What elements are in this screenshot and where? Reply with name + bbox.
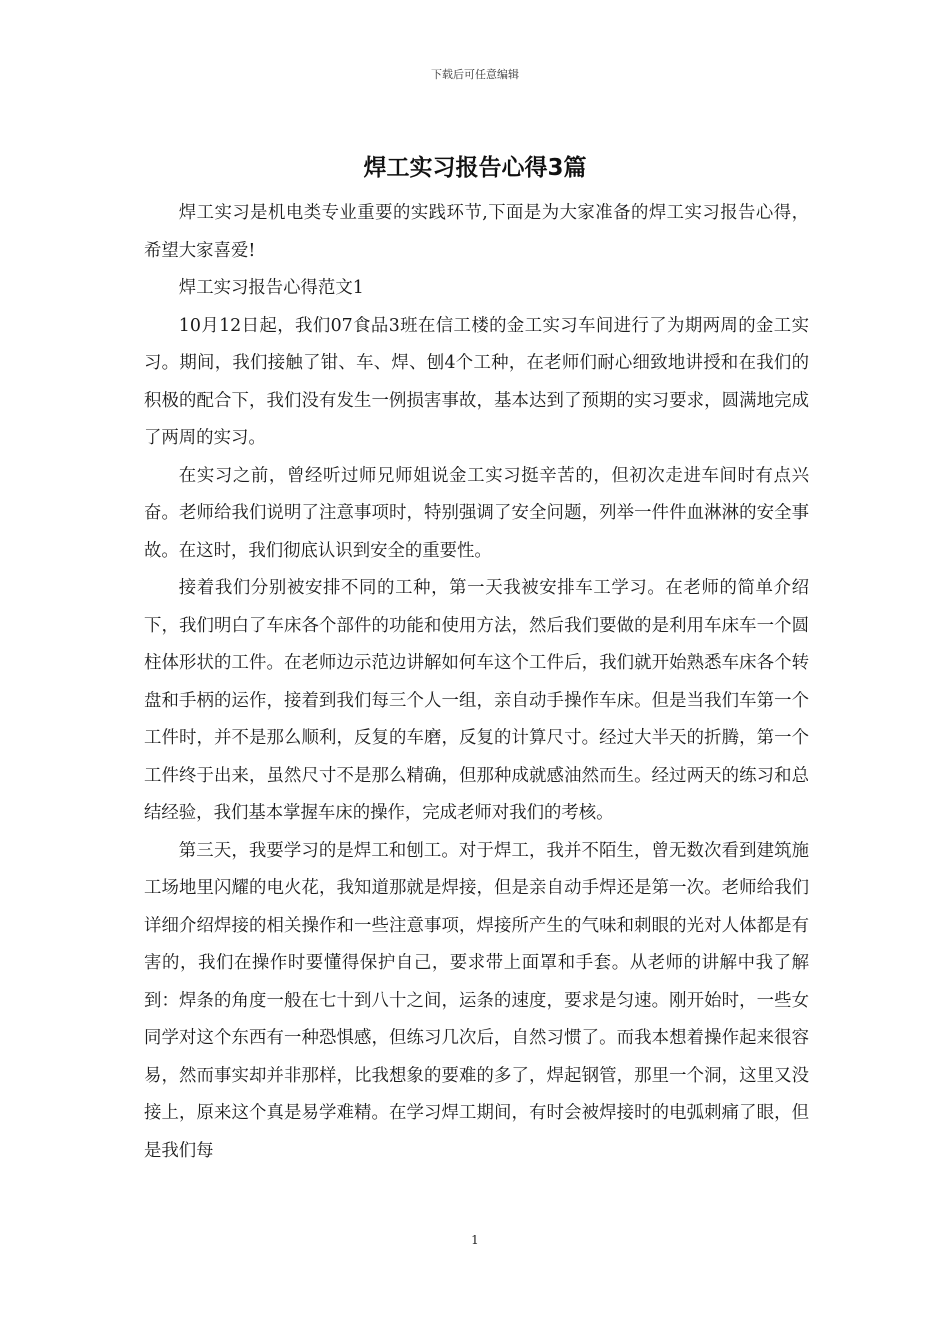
page-number: 1 bbox=[471, 1233, 479, 1247]
paragraph: 接着我们分别被安排不同的工种，第一天我被安排车工学习。在老师的简单介绍下，我们明白了车床各个部件的功能和使用方法，然后我们要做的是利用车床车一个圆柱体形状的工件。在老师边示范边讲解如何车这个工件后，我们就开始熟悉车床各个转盘和手柄的运作，接着到我们每三个人一组，亲自动手操作车床。但是当我们车第一个工件时，并不是那么顺利，反复的车磨，反复的计算尺寸。经过大半天的折腾，第一个工件终于出来，虽然尺寸不是那么精确，但那种成就感油然而生。经过两天的练习和总结经验，我们基本掌握车床的操作，完成老师对我们的考核。 bbox=[144, 578, 809, 823]
paragraph-intro: 焊工实习是机电类专业重要的实践环节,下面是为大家准备的焊工实习报告心得，希望大家喜爱! bbox=[144, 203, 809, 261]
paragraph: 第三天，我要学习的是焊工和刨工。对于焊工，我并不陌生，曾无数次看到建筑施工场地里闪耀的电火花，我知道那就是焊接，但是亲自动手焊还是第一次。老师给我们详细介绍焊接的相关操作和一些注意事项，焊接所产生的气味和刺眼的光对人体都是有害的，我们在操作时要懂得保护自己，要求带上面罩和手套。从老师的讲解中我了解到：焊条的角度一般在七十到八十之间，运条的速度，要求是匀速。刚开始时，一些女同学对这个东西有一种恐惧感，但练习几次后，自然习惯了。而我本想着操作起来很容易，然而事实却并非那样，比我想象的要难的多了，焊起钢管，那里一个洞，这里又没接上，原来这个真是易学难精。在学习焊工期间，有时会被焊接时的电弧刺痛了眼，但是我们每 bbox=[144, 840, 809, 1161]
section-heading: 焊工实习报告心得范文1 bbox=[178, 278, 364, 298]
header-note: 下载后可任意编辑 bbox=[431, 68, 519, 81]
paragraph: 在实习之前，曾经听过师兄师姐说金工实习挺辛苦的，但初次走进车间时有点兴奋。老师给我们说明了注意事项时，特别强调了安全问题，列举一件件血淋淋的安全事故。在这时，我们彻底认识到安全的重要性。 bbox=[144, 465, 809, 561]
document-body bbox=[144, 195, 809, 1170]
document-title: 焊工实习报告心得3篇 bbox=[363, 155, 587, 181]
paragraph: 10月12日起，我们07食品3班在信工楼的金工实习车间进行了为期两周的金工实习。期间，我们接触了钳、车、焊、刨4个工种，在老师们耐心细致地讲授和在我们的积极的配合下，我们没有发生一例损害事故，基本达到了预期的实习要求，圆满地完成了两周的实习。 bbox=[144, 315, 809, 448]
